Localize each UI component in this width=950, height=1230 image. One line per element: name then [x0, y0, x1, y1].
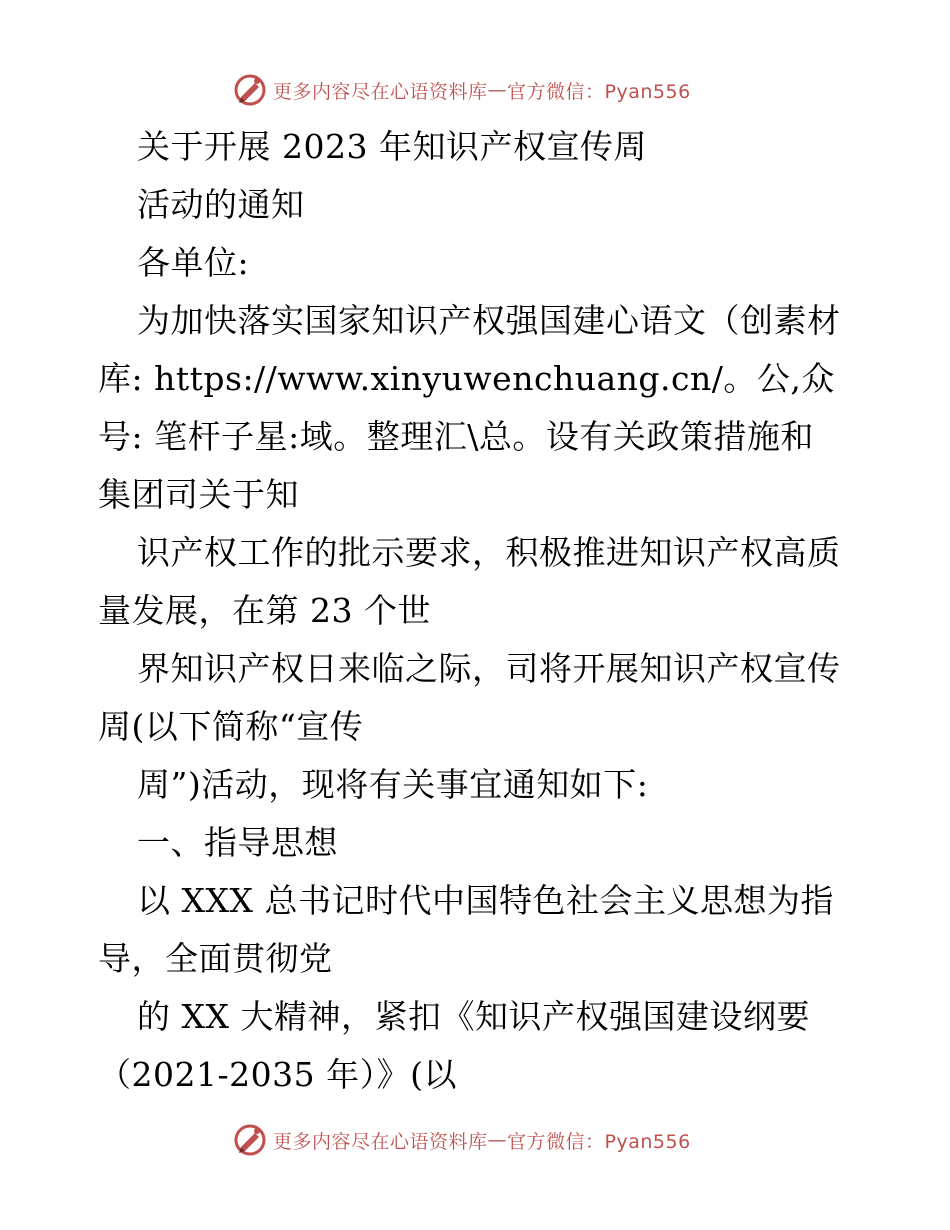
paragraph-line: 导，全面贯彻党 [98, 939, 333, 978]
watermark-contact: 官方微信：Pyan556 [507, 1130, 691, 1153]
watermark-text: 更多内容尽在心语资料库 [273, 1130, 488, 1153]
paragraph-line: 以 XXX 总书记时代中国特色社会主义思想为指 [137, 881, 834, 920]
paragraph-line: 界知识产权日来临之际，司将开展知识产权宣传 [137, 649, 841, 688]
paragraph-line: 集团司关于知 [98, 475, 299, 514]
paragraph-line: 为加快落实国家知识产权强国建心语文（创素材 [137, 301, 841, 340]
pen-logo-icon [233, 73, 267, 107]
header-watermark-banner [233, 70, 691, 110]
paragraph-line: 周”)活动，现将有关事宜通知如下: [137, 765, 649, 804]
section-heading: 一、指导思想 [137, 823, 338, 862]
paragraph-line: （2021-2035 年）》(以 [98, 1055, 457, 1094]
salutation: 各单位: [137, 243, 250, 282]
paragraph-line: 号: 笔杆子星:域。整理汇\总。设有关政策措施和 [98, 417, 814, 456]
paragraph-line: 周(以下简称“宣传 [98, 707, 364, 746]
watermark-text: 更多内容尽在心语资料库 [273, 80, 488, 103]
pen-logo-icon [233, 1123, 267, 1157]
watermark-contact: 官方微信：Pyan556 [507, 80, 691, 103]
paragraph-line: 量发展，在第 23 个世 [98, 591, 431, 630]
document-title-line1: 关于开展 2023 年知识产权宣传周 [137, 127, 647, 166]
paragraph-line: 识产权工作的批示要求，积极推进知识产权高质 [137, 533, 841, 572]
footer-watermark-banner [233, 1120, 691, 1160]
watermark-separator: — [487, 1129, 508, 1151]
watermark-separator: — [487, 79, 508, 101]
document-title-line2: 活动的通知 [137, 185, 305, 224]
paragraph-line: 的 XX 大精神，紧扣《知识产权强国建设纲要 [137, 997, 810, 1036]
paragraph-line: 库: https://www.xinyuwenchuang.cn/。公,众 [98, 359, 835, 398]
